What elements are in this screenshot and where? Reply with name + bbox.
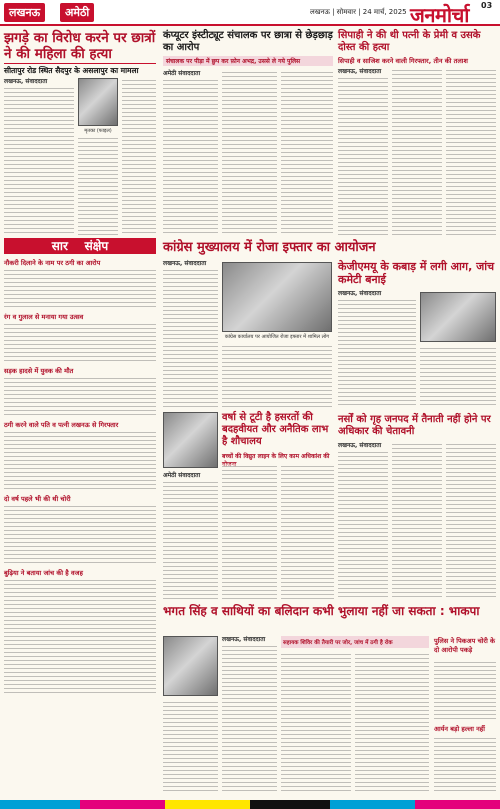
brief-title-left: सार <box>51 239 68 253</box>
story6-body <box>338 298 416 408</box>
brief-body1 <box>4 268 156 308</box>
story2-headline: कंप्यूटर इंस्टीट्यूट संचालक पर छात्रा से छेड़छाड़ का आरोप <box>163 30 333 53</box>
city-label: लखनऊ <box>4 3 45 22</box>
side-body1 <box>4 430 156 490</box>
story5-body-col3 <box>281 464 334 600</box>
side-body2 <box>4 504 156 564</box>
dateline: लखनऊ | सोमवार | 24 मार्च, 2025 <box>310 8 407 16</box>
story4-headline: कांग्रेस मुख्यालय में रोजा इफ्तार का आयोजन <box>163 240 376 255</box>
story8-body-col3 <box>355 652 429 794</box>
bottom-right-body1 <box>434 660 496 720</box>
story2-body-col3 <box>281 70 333 236</box>
story3-dateline: लखनऊ, संवाददाता <box>338 68 382 75</box>
story7-body-col3 <box>446 442 496 600</box>
side-body3 <box>4 578 156 696</box>
story3-headline: सिपाही ने की थी पत्नी के प्रेमी व उसके दोस्त की हत्या <box>338 30 481 53</box>
story1-body-col2 <box>78 136 118 236</box>
story7-body-col1 <box>338 450 388 600</box>
story6-headline: केजीएमयू के कबाड़ में लगी आग, जांच कमेटी बनाई <box>338 260 495 286</box>
story6-body-col2 <box>420 346 496 408</box>
story2-dateline: अमेठी संवाददाता <box>163 70 201 77</box>
story3-body-col1 <box>338 76 388 236</box>
story1-subhead: सीतापुर रोड स्थित सैदपुर के असलापुर का मामला <box>4 66 139 75</box>
story4-photo <box>222 262 332 332</box>
story1-body <box>4 86 74 236</box>
story8-inner-head: सहायक शिविर की तैयारी पर जोर, जांच में ठगी है रोक <box>283 640 393 646</box>
side-item2: दो वर्ष पहले भी की थी चोरी <box>4 495 71 503</box>
brief-item2: रंग व गुलाल से मनाया गया उत्सव <box>4 313 84 321</box>
story4-body <box>163 268 218 408</box>
story6-dateline: लखनऊ, संवाददाता <box>338 290 382 297</box>
story3-body-col3 <box>446 68 496 236</box>
brief-title-right: संक्षेप <box>84 239 109 253</box>
story4-body-col2 <box>222 344 332 408</box>
story5-dateline: अमेठी संवाददाता <box>163 472 201 479</box>
story1-body-col3 <box>122 78 156 236</box>
story8-photo <box>163 636 218 696</box>
story1-headline: झगड़े का विरोध करने पर छात्रों ने की महिला की हत्या <box>4 30 156 62</box>
story4-dateline: लखनऊ, संवाददाता <box>163 260 207 267</box>
story8-headline: भगत सिंह व साथियों का बलिदान कभी भुलाया नहीं जा सकता : भाकपा <box>163 604 480 618</box>
story4-photo-caption: कांग्रेस कार्यालय पर आयोजित रोजा इफ्तार में शामिल लोग <box>224 334 330 340</box>
story7-dateline: लखनऊ, संवाददाता <box>338 442 382 449</box>
bottom-right-head1: पुलिस ने पिकअप चोरी के दो आरोपी पकड़े <box>434 637 496 654</box>
brand-logo: जनमोर्चा <box>410 3 469 27</box>
story8-body-col0 <box>163 700 218 794</box>
side-item3: बुढ़िया ने बताया जांच की है वजह <box>4 569 83 577</box>
story7-headline: नर्सों को गृह जनपद में तैनाती नहीं होने पर अधिकार की चेतावनी <box>338 414 491 437</box>
story5-subhead: बच्चों की विद्युत लाइन के लिए काम अधिकांश की योजना <box>222 453 330 468</box>
story8-body-col2 <box>281 652 351 794</box>
brief-body3 <box>4 376 156 416</box>
story2-body-col1 <box>163 78 218 236</box>
story3-subhead: सिपाही व साजिश करने वाली गिरफ्तार, तीन की तलाश <box>338 57 468 65</box>
brief-item1: नौकरी दिलाने के नाम पर ठगी का आरोप <box>4 259 101 267</box>
page-number: 03 <box>481 1 493 10</box>
story6-photo <box>420 292 496 342</box>
brief-box-header <box>4 238 156 254</box>
brief-body2 <box>4 322 156 362</box>
bottom-right-body2 <box>434 736 496 794</box>
story7-body-col2 <box>392 442 442 600</box>
story1-dateline: लखनऊ, संवाददाता <box>4 78 48 85</box>
color-registration-strip <box>0 800 500 809</box>
side-item1: ठगी करने वाले पति व पत्नी लखनऊ से गिरफ्तार <box>4 421 119 429</box>
divider <box>4 63 156 64</box>
story2-body-col2 <box>222 70 277 236</box>
story2-subhead: संचालक पर पीड़ा में छुप कर फ़ोन अभद्र, उससे ले गये पुलिस <box>166 58 301 65</box>
brief-item3: सड़क हादसे में युवक की मौत <box>4 367 74 375</box>
story8-body-col1 <box>222 644 277 794</box>
story8-dateline: लखनऊ, संवाददाता <box>222 636 266 643</box>
story5-body-col2 <box>222 464 277 600</box>
story1-photo-caption: मृतका (फाइल) <box>84 128 112 134</box>
story5-photo <box>163 412 218 468</box>
story5-headline: वर्षा से टूटी है हसरतों की बदहवीयत और अनैतिक लाभ है शौचालय <box>222 412 329 447</box>
section-label: अमेठी <box>60 3 94 22</box>
story1-photo <box>78 78 118 126</box>
bottom-right-head2: आर्यन बड़ो हल्ला नहीं <box>434 725 485 733</box>
story5-body <box>163 480 218 600</box>
story3-body-col2 <box>392 68 442 236</box>
